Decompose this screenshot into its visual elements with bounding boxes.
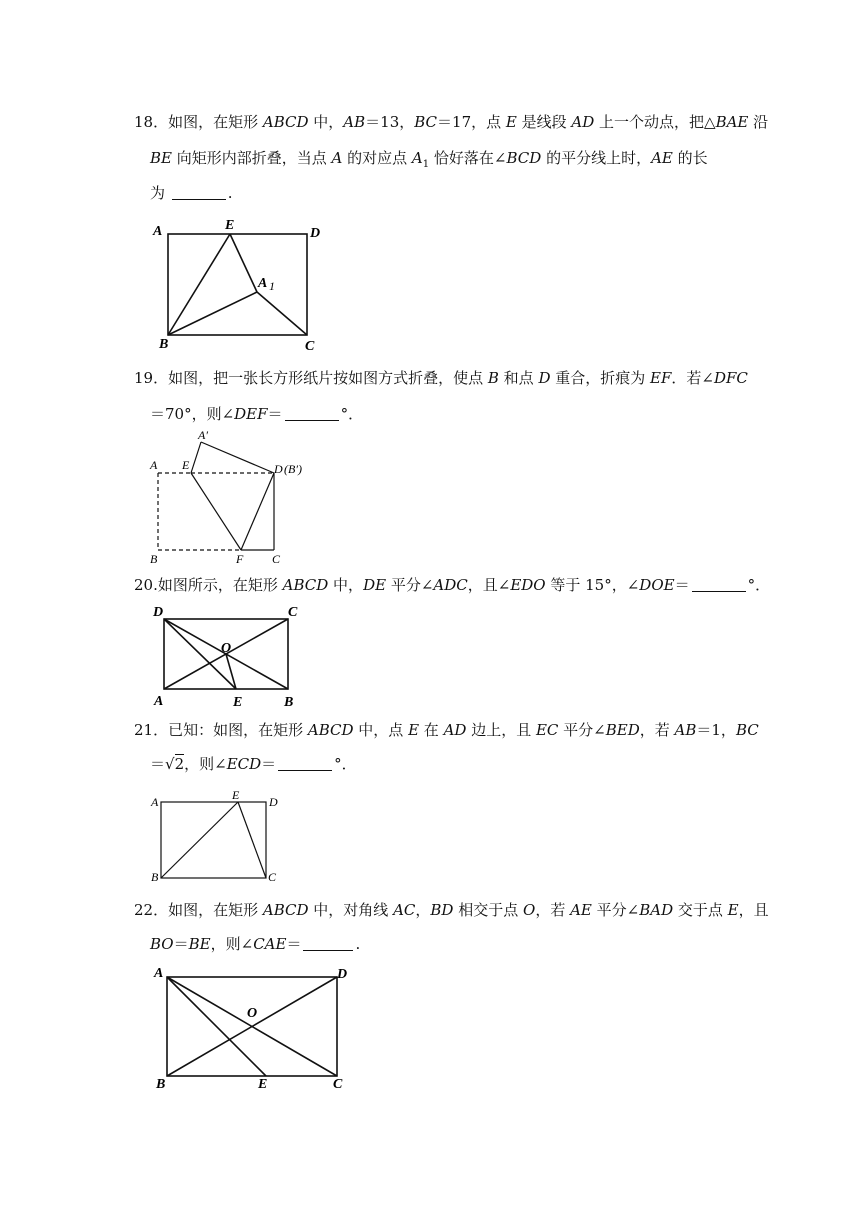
q21-segment-be: [161, 802, 238, 878]
q18-label-a1: A: [258, 276, 268, 291]
q20-answer-blank[interactable]: [692, 577, 746, 592]
q20-label-c: C: [288, 605, 298, 620]
q22-label-d: D: [337, 967, 348, 982]
q19-segment-a-prime-d: [201, 442, 274, 473]
q18-segment-ea1: [230, 234, 257, 292]
q20-label-a: A: [154, 694, 164, 709]
q18-label-a1-sub: 1: [269, 279, 275, 293]
q19-label-b: B: [150, 552, 158, 566]
q21-label-d: D: [269, 795, 278, 809]
q18-line1: 18．如图，在矩形 ABCD 中，AB＝13，BC＝17，点 E 是线段 AD 上一个动点，把△BAE 沿: [134, 113, 769, 131]
q18-label-d: D: [310, 226, 321, 241]
sqrt-symbol: √: [165, 755, 175, 773]
q21-rectangle: [161, 802, 266, 878]
q22-label-a: A: [154, 966, 164, 981]
q22-label-c: C: [333, 1077, 343, 1092]
q18-figure: [145, 212, 345, 357]
q20-label-e: E: [233, 695, 243, 710]
q21-figure: [148, 788, 288, 884]
q19-answer-blank[interactable]: [285, 406, 339, 421]
q19-segment-fd: [241, 473, 274, 550]
q18-label-a: A: [153, 224, 163, 239]
q19-segment-ea-prime: [191, 442, 201, 473]
q18-line2: BE 向矩形内部折叠，当点 A 的对应点 $A_1$ 恰好落在∠BCD 的平分线上时，AE 的长: [150, 149, 708, 170]
q21-label-a: A: [151, 795, 159, 809]
q19-label-e: E: [182, 458, 190, 472]
q22-line2: BO＝BE，则∠CAE＝ .: [150, 935, 361, 953]
q21-answer-blank[interactable]: [278, 756, 332, 771]
q18-label-b: B: [159, 337, 169, 352]
q21-segment-ec: [238, 802, 266, 878]
q22-answer-blank[interactable]: [303, 936, 353, 951]
q20-label-d: D: [153, 605, 164, 620]
q22-label-o: O: [247, 1006, 258, 1021]
q19-line2: ＝70°，则∠DEF＝ °．: [150, 405, 364, 423]
q18-line3: 为 .: [150, 184, 233, 202]
q19-line1: 19．如图，把一张长方形纸片按如图方式折叠，使点 B 和点 D 重合，折痕为 EF．若∠DFC: [134, 369, 748, 387]
q19-label-a: A: [150, 458, 158, 472]
q19-label-b-prime: (B′): [284, 462, 302, 476]
q21-label-e: E: [232, 788, 240, 802]
q22-label-b: B: [156, 1077, 166, 1092]
q18-label-c: C: [305, 339, 315, 354]
q19-label-a-prime: A′: [198, 428, 208, 442]
q20-label-b: B: [284, 695, 294, 710]
q19-label-d: D: [274, 462, 283, 476]
q19-label-f: F: [236, 552, 244, 566]
q21-label-b: B: [151, 870, 159, 884]
q18-segment-a1c: [257, 292, 307, 335]
q18-label-e: E: [225, 218, 235, 233]
q19-segment-ef: [191, 473, 241, 550]
q20-label-o: O: [221, 641, 232, 656]
q21-line1: 21．已知：如图，在矩形 ABCD 中，点 E 在 AD 边上，且 EC 平分∠BED，若 AB＝1，BC: [134, 721, 759, 739]
q22-figure: [145, 960, 360, 1095]
q21-label-c: C: [268, 870, 277, 884]
q22-line1: 22．如图，在矩形 ABCD 中，对角线 AC，BD 相交于点 O，若 AE 平分∠BAD 交于点 E，且: [134, 901, 769, 919]
q19-figure: [140, 424, 320, 570]
q21-line2: ＝√2，则∠ECD＝ °．: [150, 755, 357, 773]
q20-figure: [148, 600, 308, 712]
q20-line1: 20.如图所示，在矩形 ABCD 中，DE 平分∠ADC，且∠EDO 等于 15°，∠DOE＝ °．: [134, 576, 771, 594]
q19-label-c: C: [272, 552, 281, 566]
q18-answer-blank[interactable]: [172, 185, 226, 200]
q22-label-e: E: [258, 1077, 268, 1092]
